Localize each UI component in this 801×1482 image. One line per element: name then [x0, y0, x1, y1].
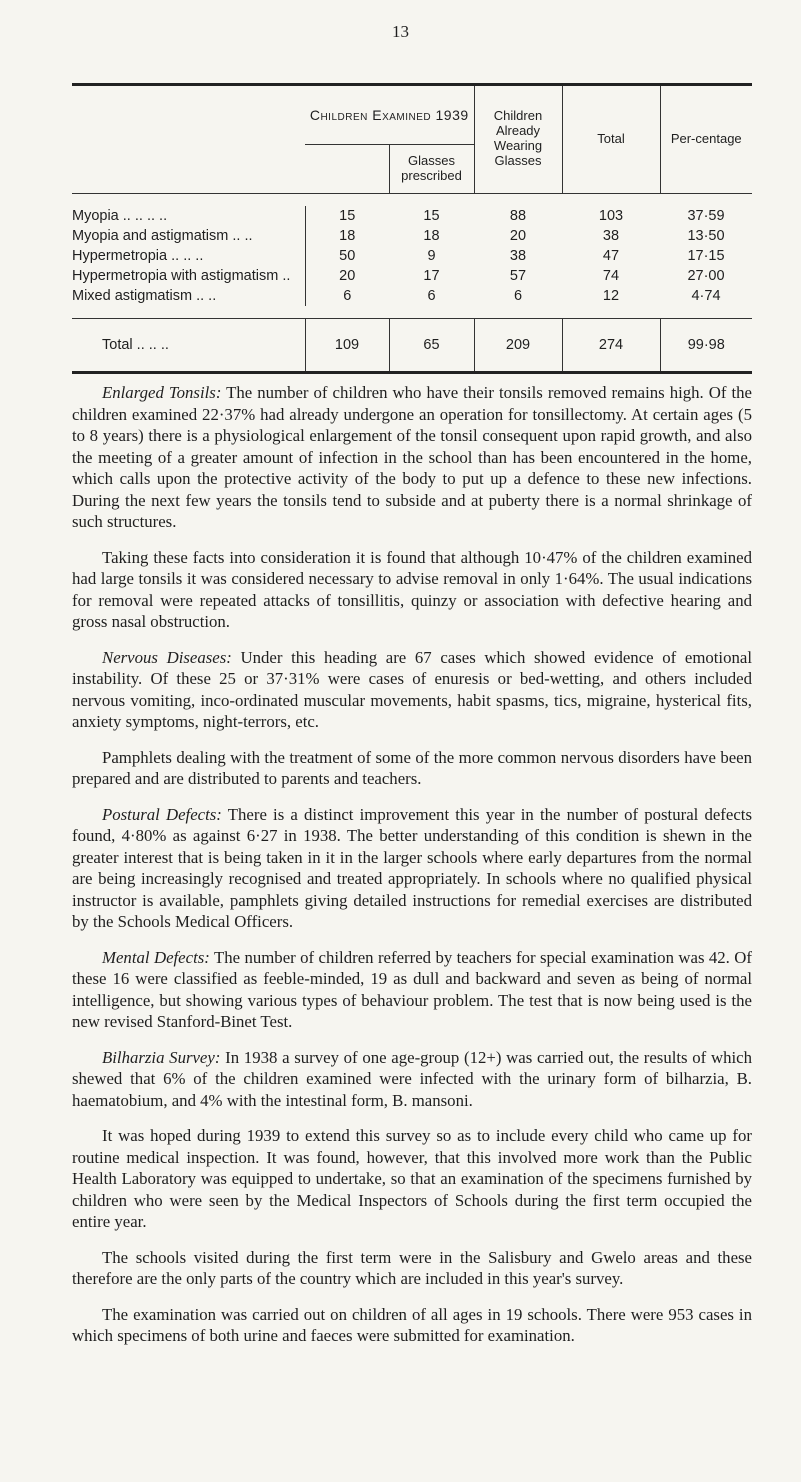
paragraph-bilharzia	[72, 1047, 752, 1112]
cell-glasses: 18	[423, 227, 440, 244]
paragraph-nervous-2: Pamphlets dealing with the treatment of some of the more common nervous disorders have been prepared and are distributed to parents and teachers.	[72, 747, 752, 788]
header-already-wearing: Children Already Wearing Glasses	[474, 85, 562, 193]
header-blank	[72, 85, 305, 193]
table-row	[72, 206, 752, 226]
header-glasses-prescribed: Glasses prescribed	[389, 145, 474, 193]
cell-total: 274	[562, 318, 660, 372]
row-label: Hypermetropia	[72, 247, 168, 264]
cell-examined: 6	[305, 286, 389, 306]
cell-percentage: 99·98	[660, 318, 752, 372]
paragraph-bilharzia-3: The schools visited during the first term were in the Salisbury and Gwelo areas and these therefore are the only parts of the country which are included in this year's survey.	[72, 1247, 752, 1288]
cell-total: 12	[602, 287, 620, 304]
paragraph-bilharzia-4: The examination was carried out on children of all ages in 19 schools. There were 953 cases in which specimens of both urine and faeces were submitted for examination.	[72, 1304, 752, 1345]
cell-total: 38	[602, 227, 620, 244]
body-text	[72, 382, 752, 1361]
header-examined: Children Examined 1939	[305, 85, 474, 145]
row-label: Myopia and astigmatism	[72, 227, 229, 244]
paragraph-text: The number of children who have their tonsils removed remains high. Of the children examined 22·37% had already undergone an operation for tonsillectomy. At certain ages (5 to 8 years) there is a physiological enlargement of the tonsil consequent upon rapid growth, and also the meeting of a greater amount of infection in the school than has been encountered in the home, which calls upon the protective activity of the body to put up a defence to these new infections. During the next few years the tonsils tend to subside and at puberty there is a normal shrinkage of such structures.	[72, 383, 752, 531]
cell-glasses: 9	[427, 247, 436, 264]
row-leader: ..	[278, 267, 291, 284]
heading-mental: Mental Defects:	[102, 947, 210, 967]
cell-glasses: 17	[423, 267, 440, 284]
table-row	[72, 286, 752, 306]
paragraph-nervous	[72, 647, 752, 733]
heading-tonsils: Enlarged Tonsils:	[102, 383, 222, 402]
row-label: Hypermetropia with astigmatism	[72, 267, 279, 284]
cell-percentage: 4·74	[691, 287, 721, 304]
total-row	[72, 318, 752, 372]
cell-percentage: 17·15	[687, 247, 725, 264]
paragraph-text: There is a distinct improvement this year in the number of postural defects found, 4·80% as against 6·27 in 1938. The better understanding of this condition is shewn in the greater interest that is being taken in it in the larger schools where early departures from the normal are being increasingly recognised and treated appropriately. In schools where no qualified physical instructor is available, pamphlets giving detailed instructions for remedial exercises are distributed by the Schools Medical Officers.	[72, 804, 752, 931]
header-examined-count	[305, 145, 389, 193]
header-percentage: Per-centage	[660, 85, 752, 193]
table-row	[72, 266, 752, 286]
cell-percentage: 27·00	[687, 267, 725, 284]
header-total: Total	[562, 85, 660, 193]
cell-total: 103	[598, 207, 624, 224]
cell-wearing: 38	[509, 247, 527, 264]
paragraph-tonsils	[72, 382, 752, 533]
paragraph-postural	[72, 804, 752, 933]
cell-glasses: 15	[423, 207, 440, 224]
cell-wearing: 6	[513, 287, 523, 304]
paragraph-text: The number of children referred by teachers for special examination was 42. Of these 16 were classified as feeble-minded, 19 as dull and backward and seven as being of normal intelligence, but showing various types of behaviour problem. The test that is now being used is the new revised Stanford-Binet Test.	[72, 947, 752, 1031]
row-leader: .. .. .. ..	[118, 207, 168, 224]
row-leader: .. .. ..	[167, 247, 204, 264]
cell-glasses: 6	[427, 287, 436, 304]
heading-nervous: Nervous Diseases:	[102, 647, 232, 667]
paragraph-text: Under this heading are 67 cases which showed evidence of emotional instability. Of these 25 or 37·31% were cases of enuresis or bed-wetting, and others included nervous vomiting, inco-ordinated muscular movements, habit spasms, tics, migraine, hysterical fits, anxiety symptoms, night-terrors, etc.	[72, 647, 752, 731]
cell-wearing: 57	[509, 267, 527, 284]
cell-examined: 18	[305, 226, 389, 246]
cell-total: 47	[602, 247, 620, 264]
paragraph-bilharzia-2: It was hoped during 1939 to extend this survey so as to include every child who came up for routine medical inspection. It was found, however, that this involved more work than the Public Health Laboratory was equipped to undertake, so that an examination of the specimens furnished by children who were seen by the Medical Inspectors of Schools during the first term occupied the entire year.	[72, 1126, 752, 1231]
cell-examined: 20	[305, 266, 389, 286]
total-label: Total	[102, 336, 133, 353]
cell-examined: 109	[305, 318, 389, 372]
paragraph-mental	[72, 947, 752, 1033]
row-label: Myopia	[72, 207, 119, 224]
cell-percentage: 37·59	[687, 207, 725, 224]
row-label: Mixed astigmatism	[72, 287, 193, 304]
paragraph-tonsils-2: Taking these facts into consideration it is found that although 10·47% of the children examined had large tonsils it was considered necessary to advise removal in only 1·64%. The usual indications for removal were repeated attacks of tonsillitis, quinzy or association with defective hearing and gross nasal obstruction.	[72, 547, 752, 631]
cell-wearing: 209	[474, 318, 562, 372]
cell-total: 74	[602, 267, 620, 284]
row-leader: .. .. ..	[132, 336, 169, 353]
heading-postural: Postural Defects:	[102, 804, 222, 824]
cell-percentage: 13·50	[687, 227, 725, 244]
page-number: 13	[392, 22, 409, 41]
table-row	[72, 226, 752, 246]
glasses-table	[72, 83, 752, 374]
cell-examined: 15	[305, 206, 389, 226]
table-row	[72, 246, 752, 266]
cell-examined: 50	[305, 246, 389, 266]
cell-glasses: 65	[389, 318, 474, 372]
cell-wearing: 88	[509, 207, 527, 224]
row-leader: .. ..	[228, 227, 253, 244]
row-leader: .. ..	[192, 287, 217, 304]
paragraph-text: In 1938 a survey of one age-group (12+) was carried out, the results of which shewed that 6% of the children examined were infected with the urinary form of bilharzia, B. haematobium, and 4% with the intestinal form, B. mansoni.	[72, 1047, 752, 1110]
heading-bilharzia: Bilharzia Survey:	[102, 1047, 221, 1067]
cell-wearing: 20	[509, 227, 527, 244]
